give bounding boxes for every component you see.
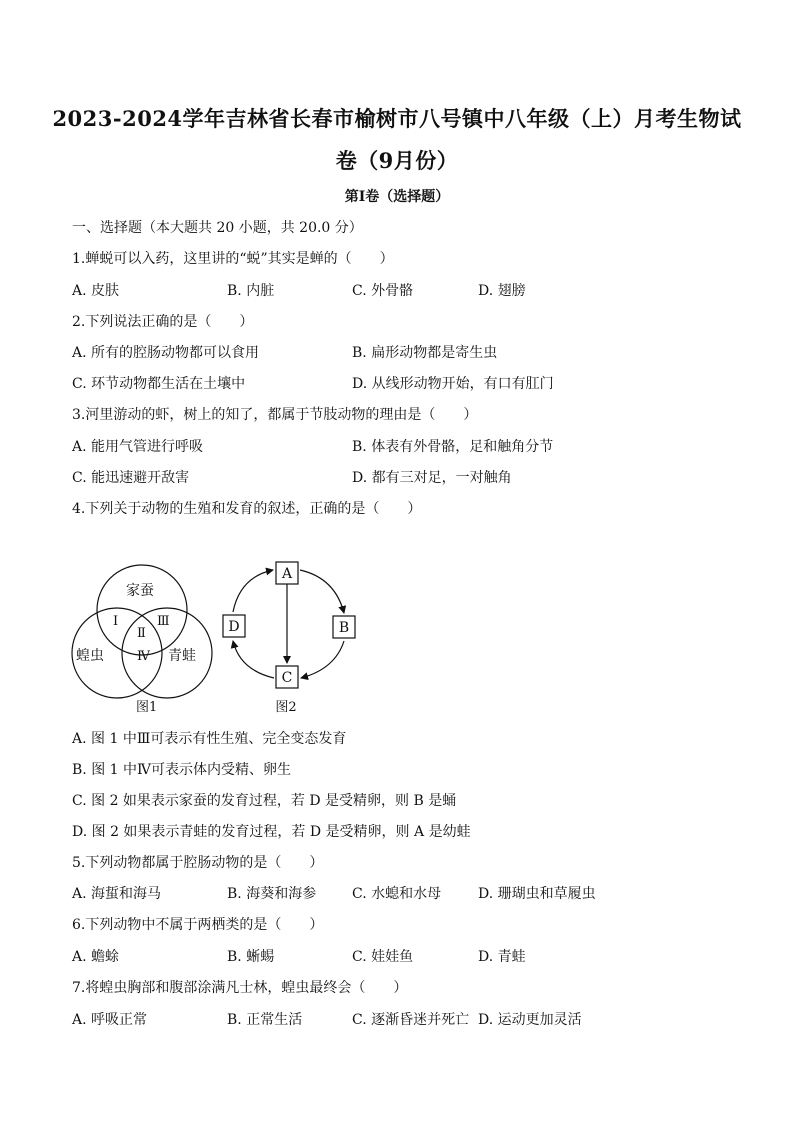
q2-option-a: A. 所有的腔肠动物都可以食用 [72, 345, 260, 361]
venn-region-1: Ⅰ [113, 614, 119, 629]
q1-option-d: D. 翅膀 [478, 283, 526, 299]
q3-option-a: A. 能用气管进行呼吸 [72, 439, 204, 455]
q1-option-b: B. 内脏 [227, 283, 275, 299]
volume-heading: 第I卷（选择题） [344, 189, 450, 205]
q6-option-b: B. 蜥蜴 [227, 949, 275, 965]
q5-option-c: C. 水螅和水母 [352, 886, 442, 902]
arrow-a-to-b [300, 570, 344, 613]
q6-option-d: D. 青蛙 [478, 949, 526, 965]
q4-option-d: D. 图 2 如果表示青蛙的发育过程，若 D 是受精卵，则 A 是幼蛙 [72, 824, 471, 840]
q2-option-d: D. 从线形动物开始，有口有肛门 [352, 376, 554, 392]
question-2-stem: 2.下列说法正确的是（ ） [72, 314, 254, 330]
section-heading: 一、选择题（本大题共 20 小题，共 20.0 分） [72, 220, 363, 236]
q5-option-d: D. 珊瑚虫和草履虫 [478, 886, 596, 902]
q1-option-a: A. 皮肤 [72, 283, 120, 299]
q5-option-a: A. 海蜇和海马 [72, 886, 162, 902]
question-3-stem: 3.河里游动的虾，树上的知了，都属于节肢动物的理由是（ ） [72, 407, 478, 423]
q2-option-b: B. 扁形动物都是寄生虫 [352, 345, 498, 361]
venn-label-silkworm: 家蚕 [126, 583, 154, 599]
node-a-label: A [281, 566, 293, 582]
figure-2-caption: 图2 [275, 700, 297, 715]
venn-region-4: Ⅳ [137, 649, 150, 664]
exam-title-line-1: 2023-2024学年吉林省长春市榆树市八号镇中八年级（上）月考生物试 [52, 106, 742, 131]
q4-option-a: A. 图 1 中Ⅲ可表示有性生殖、完全变态发育 [72, 731, 347, 747]
arrow-c-to-d [233, 641, 274, 678]
arrow-b-to-c [301, 641, 344, 678]
q3-option-c: C. 能迅速避开敌害 [72, 470, 190, 486]
question-6-stem: 6.下列动物中不属于两栖类的是（ ） [72, 917, 324, 933]
venn-label-frog: 青蛙 [168, 648, 196, 664]
venn-region-2: Ⅱ [137, 626, 146, 641]
question-7-stem: 7.将蝗虫胸部和腹部涂满凡士林，蝗虫最终会（ ） [72, 980, 408, 996]
question-4-figures [60, 555, 380, 720]
node-b-label: B [338, 620, 350, 636]
q3-option-b: B. 体表有外骨骼，足和触角分节 [352, 439, 554, 455]
q7-option-a: A. 呼吸正常 [72, 1012, 148, 1028]
q4-option-b: B. 图 1 中Ⅳ可表示体内受精、卵生 [72, 762, 291, 778]
arrow-d-to-a [233, 570, 273, 612]
q3-option-d: D. 都有三对足，一对触角 [352, 470, 512, 486]
q7-option-b: B. 正常生活 [227, 1012, 303, 1028]
q2-option-c: C. 环节动物都生活在土壤中 [72, 376, 246, 392]
q4-option-c: C. 图 2 如果表示家蚕的发育过程，若 D 是受精卵，则 B 是蛹 [72, 793, 457, 809]
question-5-stem: 5.下列动物都属于腔肠动物的是（ ） [72, 855, 324, 871]
figure-1-caption: 图1 [136, 700, 158, 715]
q6-option-a: A. 蟾蜍 [72, 949, 120, 965]
question-1-stem: 1.蝉蜕可以入药，这里讲的“蜕”其实是蝉的（ ） [72, 251, 394, 267]
node-d-label: D [228, 619, 240, 635]
q1-option-c: C. 外骨骼 [352, 283, 414, 299]
q7-option-d: D. 运动更加灵活 [478, 1012, 582, 1028]
venn-region-3: Ⅲ [157, 614, 170, 629]
q6-option-c: C. 娃娃鱼 [352, 949, 414, 965]
venn-circle-silkworm [97, 565, 187, 655]
venn-label-locust: 蝗虫 [76, 648, 104, 664]
q5-option-b: B. 海葵和海参 [227, 886, 317, 902]
question-4-stem: 4.下列关于动物的生殖和发育的叙述，正确的是（ ） [72, 501, 422, 517]
exam-title-line-2: 卷（9月份） [335, 148, 459, 173]
q7-option-c: C. 逐渐昏迷并死亡 [352, 1012, 470, 1028]
node-c-label: C [281, 670, 293, 686]
